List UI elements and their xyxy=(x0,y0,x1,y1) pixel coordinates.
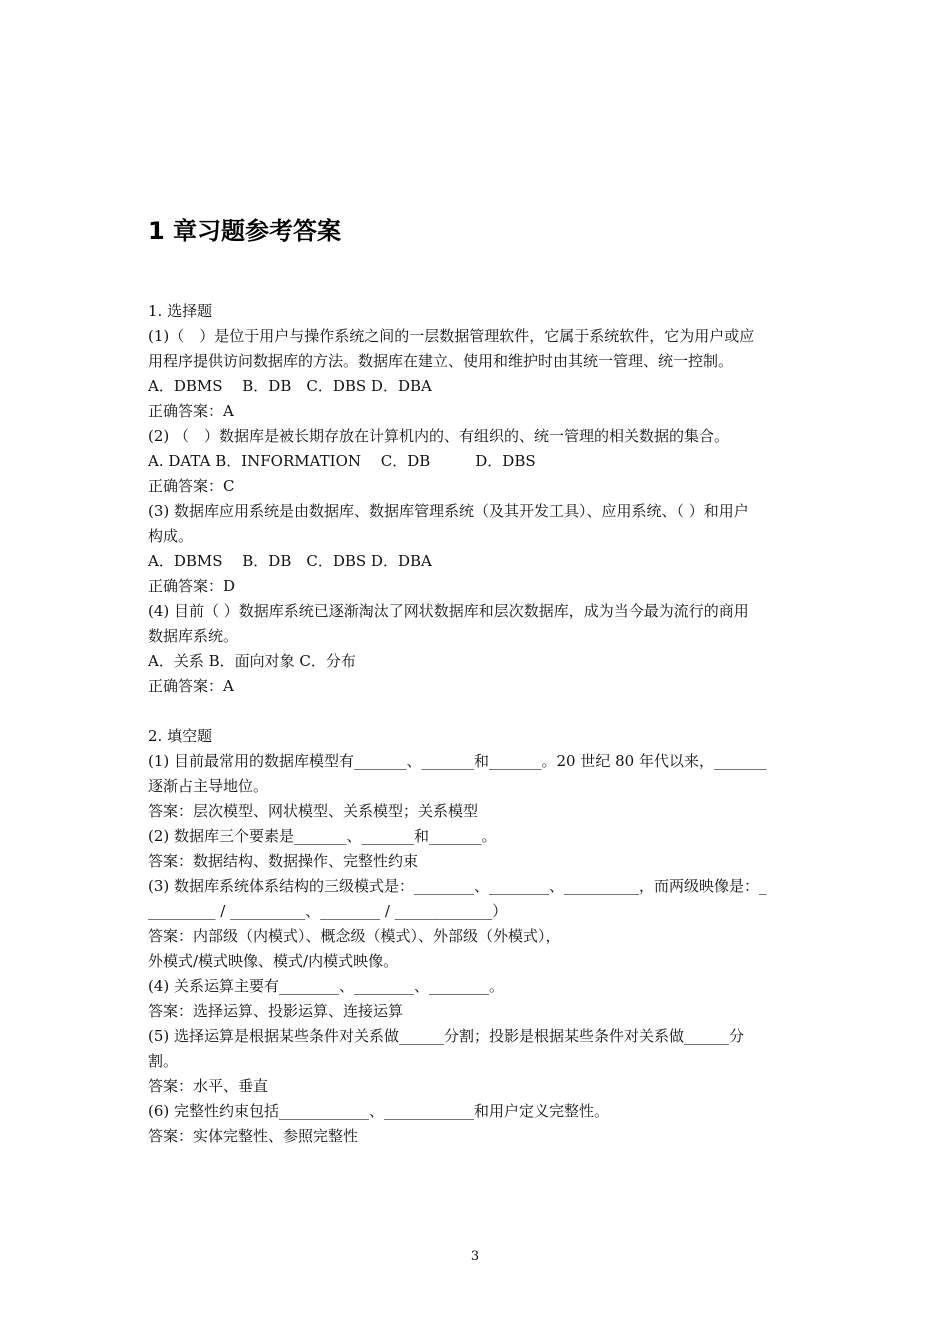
correct-answer: 正确答案：C xyxy=(148,477,235,495)
correct-answer: 正确答案：A xyxy=(148,402,234,420)
answer-options: A．DBMS B．DB C．DBS D．DBA xyxy=(148,552,432,570)
answer-options: A. DATA B．INFORMATION C．DB D．DBS xyxy=(148,452,536,470)
question-text: (6) 完整性约束包括____________、____________和用户定义完整性。 xyxy=(148,1102,610,1120)
page-number: 3 xyxy=(470,1249,480,1264)
document-title: 1 章习题参考答案 xyxy=(148,217,342,245)
answer-text: 答案：数据结构、数据操作、完整性约束 xyxy=(148,852,419,870)
question-text: (4) 关系运算主要有________、________、________。 xyxy=(148,977,505,995)
answer-text: 外模式/模式映像、模式/内模式映像。 xyxy=(148,952,399,970)
question-text: 构成。 xyxy=(148,527,194,545)
section-heading: 1. 选择题 xyxy=(148,302,213,320)
question-text: _________ / __________、________ / _____________） xyxy=(148,902,508,920)
question-text: (1) 目前最常用的数据库模型有_______、_______和_______。20 世纪 80 年代以来，_______ xyxy=(148,752,767,770)
multiple-choice-section xyxy=(148,299,808,699)
question-text: (3) 数据库应用系统是由数据库、数据库管理系统（及其开发工具）、应用系统、（ ）和用户 xyxy=(148,502,749,520)
document-body xyxy=(148,299,808,1149)
answer-text: 答案：实体完整性、参照完整性 xyxy=(148,1127,359,1145)
section-heading: 2. 填空题 xyxy=(148,727,213,745)
answer-text: 答案：内部级（内模式）、概念级（模式）、外部级（外模式）， xyxy=(148,927,561,945)
answer-text: 答案：层次模型、网状模型、关系模型；关系模型 xyxy=(148,802,479,820)
question-text: (2) （ ）数据库是被长期存放在计算机内的、有组织的、统一管理的相关数据的集合。 xyxy=(148,427,730,445)
answer-text: 答案：水平、垂直 xyxy=(148,1077,269,1095)
section-spacer xyxy=(148,699,808,724)
question-text: 用程序提供访问数据库的方法。数据库在建立、使用和维护时由其统一管理、统一控制。 xyxy=(148,352,734,370)
correct-answer: 正确答案：D xyxy=(148,577,236,595)
question-text: (4) 目前（ ）数据库系统已逐渐淘汰了网状数据库和层次数据库，成为当今最为流行的商用 xyxy=(148,602,749,620)
fill-in-section xyxy=(148,724,808,1149)
answer-options: A．DBMS B．DB C．DBS D．DBA xyxy=(148,377,432,395)
question-text: (2) 数据库三个要素是_______、_______和_______。 xyxy=(148,827,497,845)
answer-options: A．关系 B．面向对象 C．分布 xyxy=(148,652,356,670)
question-text: (3) 数据库系统体系结构的三级模式是：________、________、__________，而两级映像是：_ xyxy=(148,877,767,895)
question-text: 逐渐占主导地位。 xyxy=(148,777,269,795)
answer-text: 答案：选择运算、投影运算、连接运算 xyxy=(148,1002,404,1020)
question-text: (5) 选择运算是根据某些条件对关系做______分割；投影是根据某些条件对关系做______分 xyxy=(148,1027,745,1045)
question-text: (1)（ ）是位于用户与操作系统之间的一层数据管理软件，它属于系统软件，它为用户或应 xyxy=(148,327,755,345)
question-text: 割。 xyxy=(148,1052,179,1070)
correct-answer: 正确答案：A xyxy=(148,677,234,695)
question-text: 数据库系统。 xyxy=(148,627,239,645)
